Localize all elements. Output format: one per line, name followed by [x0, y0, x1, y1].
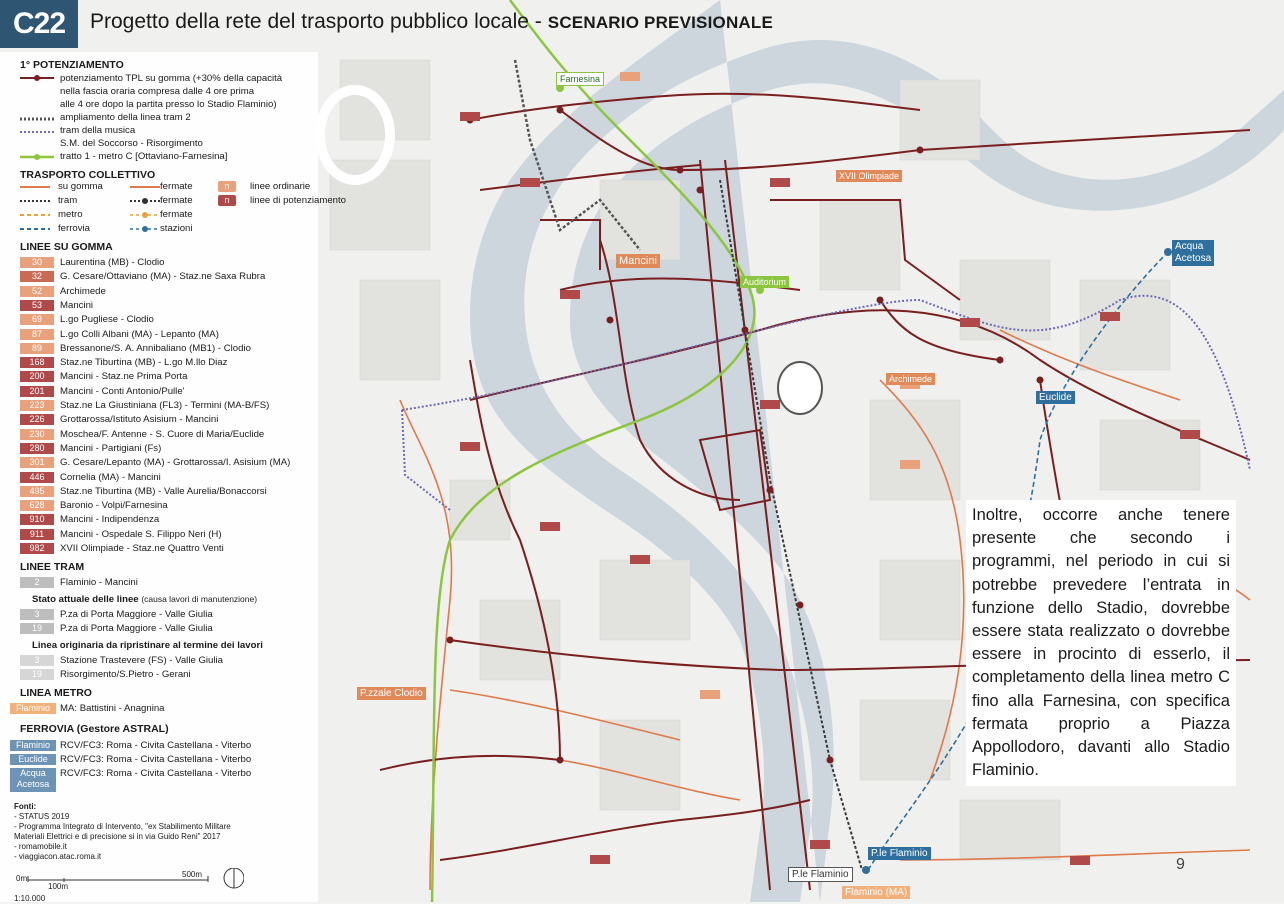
bus-line-text: Staz.ne La Giustiniana (FL3) - Termini (MA-B/FS) [60, 400, 270, 411]
tram-stato [32, 592, 257, 607]
label-farnesina: Farnesina [556, 72, 604, 86]
tram-now-1-text: P.za di Porta Maggiore - Valle Giulia [60, 623, 213, 634]
scale-2: 500m [182, 870, 203, 879]
bus-line-swatch: 168 [20, 357, 54, 368]
legend-tram-musica-symbol [20, 129, 54, 135]
bus-line-text: G. Cesare/Lepanto (MA) - Grottarossa/I. Asisium (MA) [60, 457, 291, 469]
legend-tc-metro: metro [58, 209, 83, 220]
legend-pot-2: nella fascia oraria compresa dalle 4 ore prima [60, 86, 255, 97]
legend-metroc-symbol [20, 153, 54, 161]
legend-linee-pot: linee di potenziamento [250, 195, 347, 206]
narrative-text: Inoltre, occorre anche tenere presente che secondo i programmi, nel periodo in cui si potrebbe prevedere l’entrata in funzione dello Stadio, dovrebbe essere stata realizzato o dovrebbe essere in procinto di esserlo, il completamento della linea metro C fino alla Farnesina, con specifica fermata proprio a Piazza Appollodoro, davanti allo Stadio Flaminio. [966, 500, 1236, 786]
bus-line-swatch: 200 [20, 371, 54, 382]
tram-stato-small: (causa lavori di manutenzione) [141, 594, 258, 604]
stadio-flaminio [778, 362, 822, 414]
bus-line-text: Bressanone/S. A. Annibaliano (MB1) - Clodio [60, 342, 251, 354]
bus-line-swatch: 226 [20, 414, 54, 425]
bus-line-text: Cornelia (MA) - Mancini [60, 471, 161, 483]
bus-line-text: Laurentina (MB) - Clodio [60, 257, 165, 268]
bus-line-text: Mancini [60, 299, 94, 311]
fer-0-swatch: Flaminio [10, 740, 56, 751]
metro-text: MA: Battistini - Anagnina [60, 703, 165, 714]
fonti-1: - STATUS 2019 [14, 812, 70, 821]
bus-line-text: Mancini - Indipendenza [60, 514, 160, 526]
legend-metroc: tratto 1 - metro C [Ottaviano-Farnesina] [60, 151, 228, 162]
scale-0: 0m [16, 874, 28, 883]
tram-orig-1-swatch: 19 [20, 669, 54, 680]
bus-line-text: Mancini - Conti Antonio/Pulle' [60, 385, 185, 397]
label-pflaminio-tram: P.le Flaminio [788, 867, 853, 882]
bus-line-swatch: 53 [20, 300, 54, 311]
bus-line-swatch: 201 [20, 386, 54, 397]
bus-line-swatch: 982 [20, 543, 54, 554]
legend-tram-musica: tram della musica [60, 125, 136, 136]
legend-pot-1: potenziamento TPL su gomma (+30% della capacità [60, 73, 283, 84]
label-pflaminio-ferrovia: P.le Flaminio [868, 847, 931, 860]
tram-orig: Linea originaria da ripristinare al termine dei lavori [32, 640, 263, 651]
bus-line-text: L.go Pugliese - Clodio [60, 314, 154, 326]
bus-line-swatch: 69 [20, 314, 54, 325]
legend-linee-ord: linee ordinarie [250, 181, 311, 192]
bus-line-text: G. Cesare/Ottaviano (MA) - Staz.ne Saxa Rubra [60, 271, 266, 283]
bus-line-swatch: 628 [20, 500, 54, 511]
fer-2-swatch: Acqua Acetosa [10, 768, 56, 792]
legend-tram-musica-2: S.M. del Soccorso - Risorgimento [60, 138, 203, 149]
bus-line-swatch: 230 [20, 429, 54, 440]
bus-line-swatch: 223 [20, 400, 54, 411]
legend-sec-trasporto: TRASPORTO COLLETTIVO [20, 169, 156, 181]
bus-line-text: Archimede [60, 285, 106, 297]
label-auditorium: Auditorium [740, 276, 789, 288]
bus-line-text: Mancini - Ospedale S. Filippo Neri (H) [60, 528, 222, 540]
bus-line-text: Moschea/F. Antenne - S. Cuore di Maria/Euclide [60, 428, 265, 440]
bus-line-swatch: 280 [20, 443, 54, 454]
bus-line-swatch: 301 [20, 457, 54, 468]
fonti-3: Materiali Elettrici e di precisione si in via Guido Reni" 2017 [14, 832, 221, 841]
label-olimpiade: XVII Olimpiade [836, 170, 902, 182]
bus-line-text: XVII Olimpiade - Staz.ne Quattro Venti [60, 543, 224, 554]
legend-sec-metro: LINEA METRO [20, 687, 92, 699]
bus-line-swatch: 52 [20, 286, 54, 297]
title-bold: SCENARIO PREVISIONALE [547, 13, 774, 32]
legend-sec-gomma: LINEE SU GOMMA [20, 241, 113, 253]
legend-tc-ferrovia: ferrovia [58, 223, 90, 234]
bus-line-text: Baronio - Volpi/Farnesina [60, 500, 168, 512]
bus-line-swatch: 446 [20, 472, 54, 483]
fonti-2: - Programma Integrato di Intervento, "ex Stabilimento Militare [14, 822, 231, 831]
bus-line-text: Staz.ne Tiburtina (MB) - Valle Aurelia/Bonaccorsi [60, 485, 267, 497]
bus-line-swatch: 87 [20, 329, 54, 340]
title-main: Progetto della rete del trasporto pubblico locale - [90, 10, 542, 33]
tram-now-0-swatch: 3 [20, 609, 54, 620]
legend-tc-gomma: su gomma [58, 181, 103, 192]
tram-orig-0-swatch: 3 [20, 655, 54, 666]
fer-0-text: RCV/FC3: Roma - Civita Castellana - Viterbo [60, 740, 252, 751]
legend-tc-tram: tram [58, 195, 78, 206]
legend-sec-potenziamento: 1° POTENZIAMENTO [20, 59, 124, 71]
legend-fermate-2: fermate [160, 195, 193, 206]
tram-now-0-text: P.za di Porta Maggiore - Valle Giulia [60, 609, 213, 620]
legend-pot-3: alle 4 ore dopo la partita presso lo Stadio Flaminio) [60, 99, 277, 110]
tram-stato-label: Stato attuale delle linee [32, 594, 139, 605]
scale-1: 100m [48, 882, 69, 891]
tram-now-1-swatch: 19 [20, 623, 54, 634]
bus-line-text: Mancini - Staz.ne Prima Porta [60, 371, 188, 383]
page-number: 9 [1176, 856, 1185, 873]
tram-main-swatch: 2 [20, 577, 54, 588]
legend-fermate-1: fermate [160, 181, 193, 192]
legend-stazioni: stazioni [160, 223, 193, 234]
tram-orig-1-text: Risorgimento/S.Pietro - Gerani [60, 669, 191, 680]
legend-sec-tram: LINEE TRAM [20, 561, 85, 573]
fonti-0: Fonti: [14, 802, 37, 811]
legend-fermate-3: fermate [160, 209, 193, 220]
bus-line-swatch: 911 [20, 529, 54, 540]
legend-tram2: ampliamento della linea tram 2 [60, 112, 191, 123]
bus-line-text: L.go Colli Albani (MA) - Lepanto (MA) [60, 328, 219, 340]
legend-pot-symbol [20, 74, 54, 82]
bus-line-swatch: 910 [20, 514, 54, 525]
fer-1-text: RCV/FC3: Roma - Civita Castellana - Viterbo [60, 754, 252, 765]
metro-swatch: Flaminio [10, 703, 56, 714]
label-euclide: Euclide [1036, 391, 1075, 404]
bus-line-text: Grottarossa/Istituto Asisium - Mancini [60, 414, 219, 426]
bus-line-swatch: 30 [20, 257, 54, 268]
bus-line-swatch: 32 [20, 271, 54, 282]
label-acetosa: Acetosa [1175, 253, 1212, 264]
legend-panel [0, 52, 347, 903]
page-title [90, 10, 773, 34]
label-acqua-acetosa [1172, 240, 1214, 266]
fonti-5: - viaggiacon.atac.roma.it [14, 852, 102, 861]
fer-2-text: RCV/FC3: Roma - Civita Castellana - Viterbo [60, 768, 252, 779]
section-badge: C22 [0, 0, 78, 48]
bus-line-swatch: 89 [20, 343, 54, 354]
label-flaminio-ma: Flaminio (MA) [842, 886, 910, 899]
fer-1-swatch: Euclide [10, 754, 56, 765]
label-mancini: Mancini [616, 254, 660, 268]
bus-line-swatch: 495 [20, 486, 54, 497]
tram-orig-0-text: Stazione Trastevere (FS) - Valle Giulia [60, 655, 223, 666]
bus-line-text: Staz.ne Tiburtina (MB) - L.go M.llo Diaz [60, 357, 228, 369]
legend-pot-swatch: n [218, 195, 236, 206]
label-acqua: Acqua [1175, 241, 1204, 252]
tram-main-text: Flaminio - Mancini [60, 577, 138, 588]
label-archimede: Archimede [886, 373, 935, 385]
bus-line-text: Mancini - Partigiani (Fs) [60, 442, 162, 454]
legend-ord-swatch: n [218, 181, 236, 192]
fonti-4: - romamobile.it [14, 842, 67, 851]
label-clodio: P.zzale Clodio [357, 687, 426, 700]
legend-sec-ferrovia: FERROVIA (Gestore ASTRAL) [20, 723, 169, 735]
legend-tram2-symbol [20, 116, 54, 122]
scale-ratio: 1:10.000 [14, 894, 46, 903]
